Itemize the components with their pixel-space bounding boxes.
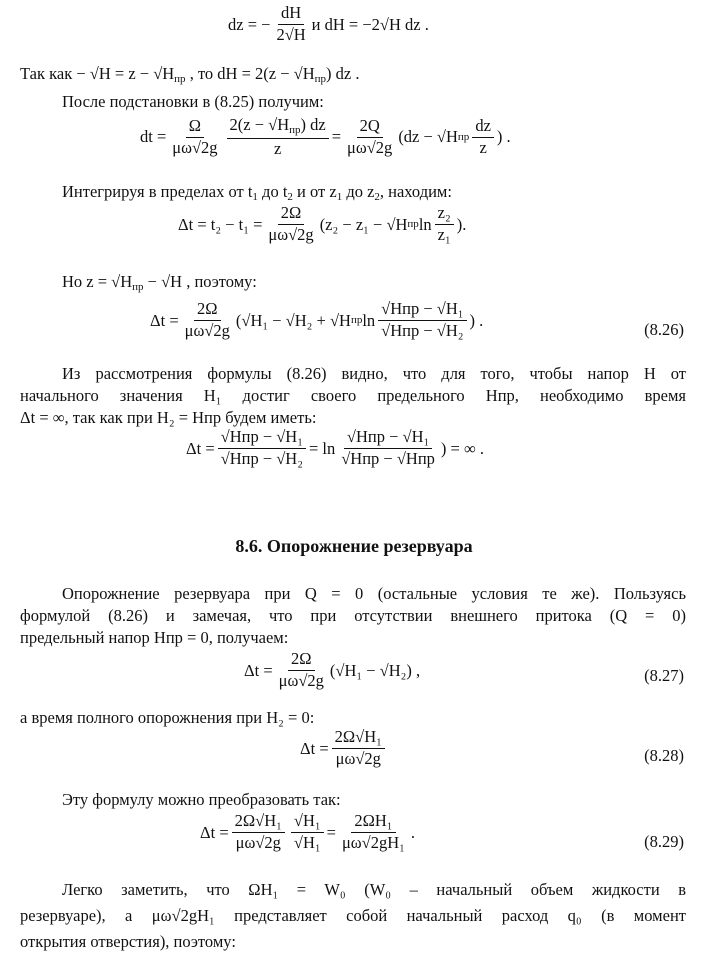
denominator: μω√2g (172, 137, 218, 157)
text-line: открытия отверстия), поэтому: (20, 932, 236, 951)
equation-dt-integrated (178, 204, 466, 245)
equation-number: (8.27) (644, 666, 684, 685)
denominator: z₁ (437, 224, 451, 244)
text-line: Легко заметить, что ΩH₁ = W₀ (W₀ – начальный объем жидкости в (62, 880, 686, 899)
line-text: − √H , поэтому: (143, 272, 257, 291)
text-line-integr (62, 182, 452, 204)
subscript: 1 (336, 191, 343, 203)
subscript: 1 (252, 191, 258, 203)
text-line-tak-kak (20, 64, 359, 86)
numerator: √Hпр − √H₁ (344, 428, 432, 449)
fraction (227, 116, 329, 159)
eq-text: ) . (469, 310, 484, 330)
line-text: и от z (292, 182, 337, 201)
subscript: пр (457, 130, 470, 143)
denominator: μω√2g (235, 832, 281, 852)
text-line: Эту формулу можно преобразовать так: (62, 790, 341, 809)
fraction (218, 428, 306, 469)
eq-text: = (326, 822, 336, 842)
fraction (291, 812, 324, 853)
eq-text: (√H₁ − √H₂) , (329, 660, 421, 680)
subscript: 2 (374, 191, 380, 203)
numerator: 2Q (357, 117, 383, 138)
line-text: Интегрируя в пределах от t (62, 182, 253, 201)
denominator: √Hпр − √H₂ (381, 320, 464, 340)
eq-text: Δt = (200, 822, 229, 842)
subscript: 2 (287, 191, 293, 203)
denominator: μω√2g (347, 137, 393, 157)
equation-number: (8.29) (644, 832, 684, 851)
text-line: Из рассмотрения формулы (8.26) видно, что для того, чтобы напор H от (62, 364, 686, 383)
eq-text: = (331, 127, 342, 147)
denominator: μω√2g (335, 748, 381, 768)
fraction (344, 117, 395, 158)
eq-text: ) = ∞ . (440, 438, 484, 458)
denominator: μω√2gH₁ (341, 832, 405, 852)
eq-text: ln (362, 310, 376, 330)
line-text: до z (342, 182, 375, 201)
fraction (378, 300, 466, 341)
fraction (472, 117, 494, 158)
section-heading: 8.6. Опорожнение резервуара (235, 536, 473, 556)
denominator: √Hпр − √H₂ (220, 448, 303, 468)
equation-8-29 (200, 812, 415, 853)
numerator: 2Ω (288, 650, 315, 671)
fraction (332, 728, 385, 769)
eq-text: dt = (140, 127, 167, 147)
eq-text: Δt = (186, 438, 215, 458)
numerator: Ω (186, 117, 204, 138)
eq-text: Δt = (244, 660, 273, 680)
eq-text: Δt = (150, 310, 179, 330)
denominator: μω√2g (268, 224, 314, 244)
equation-8-26 (150, 300, 483, 341)
denominator: z (273, 138, 282, 158)
numerator: 2Ω (194, 300, 221, 321)
fraction (339, 812, 408, 853)
text-line-posle: После подстановки в (8.25) получим: (62, 92, 324, 111)
numerator: 2ΩH₁ (351, 812, 395, 833)
numerator: dH (278, 4, 304, 25)
text-line-no (62, 272, 257, 294)
line-text: ) dz . (326, 64, 360, 83)
text-line: резервуаре), а μω√2gH₁ представляет собой начальный расход q₀ (в момент (20, 906, 686, 925)
denominator: 2√H (276, 24, 306, 44)
fraction (338, 428, 438, 469)
equation-dt (140, 116, 511, 159)
eq-text: ) . (496, 127, 511, 147)
subscript: пр (289, 124, 301, 136)
numerator: 2Ω (278, 204, 305, 225)
numerator: √Hпр − √H₁ (378, 300, 466, 321)
subscript: пр (350, 313, 363, 326)
numerator (227, 116, 329, 139)
fraction (265, 204, 316, 245)
equation-infinity (186, 428, 484, 469)
numerator: 2Ω√H₁ (232, 812, 285, 833)
eq-text: (z₂ − z₁ − √H (319, 214, 408, 234)
equation-8-27 (244, 650, 420, 691)
eq-text: (dz − √H (398, 127, 458, 147)
numerator: √Hпр − √H₁ (218, 428, 306, 449)
line-text: до t (257, 182, 288, 201)
denominator: μω√2g (278, 670, 324, 690)
text-line: а время полного опорожнения при H₂ = 0: (20, 708, 315, 727)
equation-dz (228, 4, 429, 45)
eq-text: . (410, 822, 415, 842)
fraction (276, 650, 327, 691)
eq-text: ln (418, 214, 432, 234)
eq-text: (√H₁ − √H₂ + √H (235, 310, 351, 330)
fraction (435, 204, 454, 245)
equation-number: (8.26) (644, 320, 684, 339)
line-text: Так как − √H = z − √H (20, 64, 175, 83)
equation-number: (8.28) (644, 746, 684, 765)
equation-8-28 (300, 728, 388, 769)
denominator: √Hпр − √Hпр (341, 448, 435, 468)
denominator: μω√2g (184, 320, 230, 340)
num-text: ) dz (300, 115, 326, 134)
line-text: , то dH = 2(z − √H (185, 64, 315, 83)
subscript: пр (314, 73, 327, 85)
fraction (182, 300, 233, 341)
fraction (232, 812, 285, 853)
text-line: предельный напор Hпр = 0, получаем: (20, 628, 289, 647)
eq-text: и dH = −2√H dz . (311, 14, 429, 34)
fraction (169, 117, 220, 158)
denominator: √H₁ (293, 832, 321, 852)
line-text: Но z = √H (62, 272, 133, 291)
text-line: формулой (8.26) и замечая, что при отсутствии внешнего притока (Q = 0) (20, 606, 686, 625)
numerator: 2Ω√H₁ (332, 728, 385, 749)
numerator: dz (472, 117, 494, 138)
subscript: пр (132, 281, 144, 293)
eq-text: Δt = t₂ − t₁ = (178, 214, 263, 234)
numerator: √H₁ (291, 812, 324, 833)
eq-text: dz = − (228, 14, 271, 34)
eq-text: Δt = (300, 738, 329, 758)
fraction (273, 4, 308, 45)
subscript: пр (407, 217, 419, 230)
text-line: Δt = ∞, так как при H₂ = Hпр будем иметь: (20, 408, 317, 427)
num-text: 2(z − √H (229, 115, 290, 134)
eq-text: ). (456, 214, 467, 234)
subscript: пр (174, 73, 186, 85)
denominator: z (479, 137, 487, 157)
numerator: z₂ (435, 204, 454, 225)
text-line: Опорожнение резервуара при Q = 0 (остальные условия те же). Пользуясь (62, 584, 686, 603)
eq-text: = ln (308, 438, 336, 458)
text-line: начального значения H₁ достиг своего предельного Hпр, необходимо время (20, 386, 686, 405)
line-text: , находим: (379, 182, 452, 201)
